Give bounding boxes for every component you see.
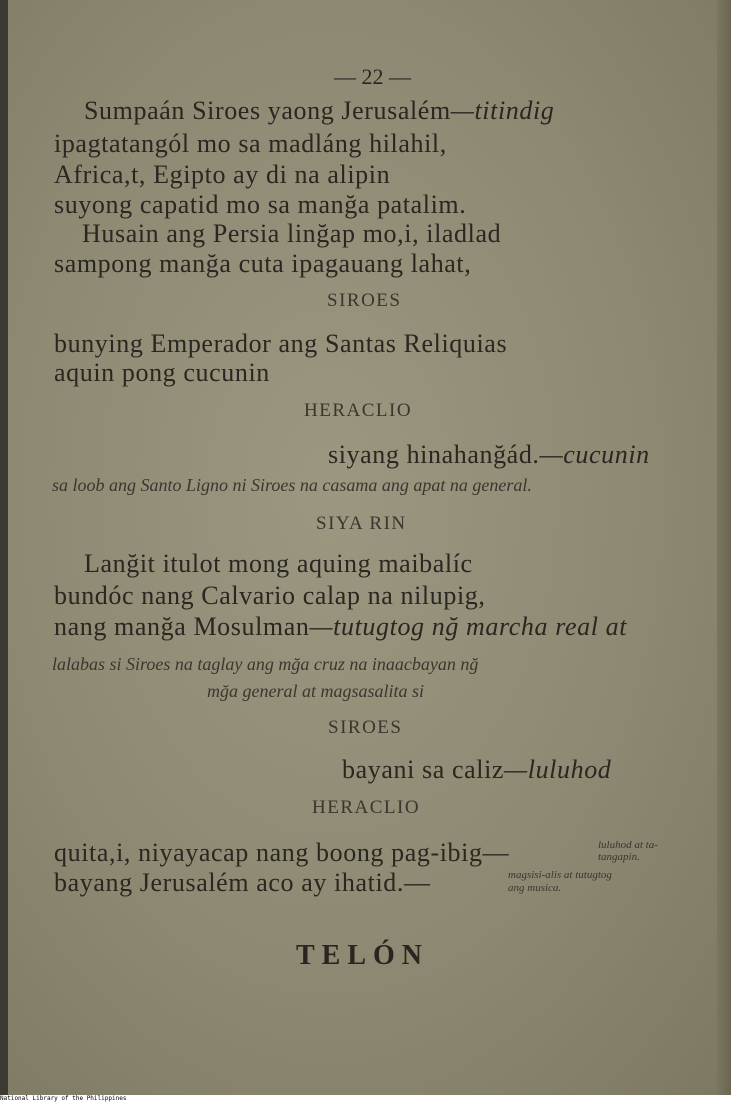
verse-line: bundóc nang Calvario calap na nilupig, — [54, 581, 486, 610]
stage-direction: —titindig — [450, 96, 555, 125]
verse-line: Africa,t, Egipto ay di na alipin — [54, 160, 391, 189]
verse-line — [84, 96, 554, 126]
speaker-name: SIYA RIN — [316, 513, 407, 534]
stage-direction: —cucunin — [539, 440, 650, 469]
verse-line: Lanğit itulot mong aquing maibalíc — [84, 549, 473, 578]
verse-line — [342, 755, 611, 785]
verse-text: quita,i, niyayacap nang boong pag-ibig — [54, 838, 483, 867]
verse-line: sampong manğa cuta ipagauang lahat, — [54, 249, 472, 278]
speaker-name: SIROES — [328, 717, 403, 738]
page-edge-right — [717, 0, 731, 1095]
speaker-name: HERACLIO — [312, 797, 421, 818]
stage-direction: sa loob ang Santo Ligno ni Siroes na casama ang apat na general. — [52, 475, 532, 495]
stage-direction: tangapin. — [598, 851, 640, 863]
verse-line — [54, 868, 431, 898]
stage-direction: —tutugtog nğ marcha real at — [309, 612, 628, 641]
stage-direction: ang musica. — [508, 882, 562, 894]
stage-direction: magsisi-alis at tutugtog — [508, 869, 612, 881]
stage-direction: —luluhod — [504, 755, 612, 784]
verse-line: bunying Emperador ang Santas Reliquias — [54, 329, 508, 358]
verse-line: suyong capatid mo sa manğa patalim. — [54, 190, 467, 219]
verse-text: Sumpaán Siroes yaong Jerusalém — [84, 96, 451, 125]
verse-line — [328, 440, 650, 470]
stage-direction: luluhod at ta- — [598, 839, 658, 851]
footer-credit: National Library of the Philippines — [0, 1095, 731, 1103]
stage-direction: lalabas si Siroes na taglay ang mğa cruz na inaacbayan nğ — [52, 654, 479, 674]
verse-line: aquin pong cucunin — [54, 358, 270, 387]
stage-direction: mğa general at magsasalita si — [207, 681, 425, 701]
page-edge-shadow — [0, 0, 8, 1095]
verse-text: siyang hinahanğád. — [328, 440, 540, 469]
verse-line: ipagtatangól mo sa madláng hilahil, — [54, 129, 447, 158]
speaker-name: HERACLIO — [304, 400, 413, 421]
dash: — — [403, 868, 431, 897]
verse-text: bayani sa caliz — [342, 755, 505, 784]
verse-text: bayang Jerusalém aco ay ihatid. — [54, 868, 404, 897]
dash: — — [482, 838, 510, 867]
verse-line — [54, 838, 509, 868]
curtain-heading: TELÓN — [296, 940, 430, 971]
page-number: — 22 — — [334, 64, 411, 89]
verse-line — [54, 612, 627, 642]
speaker-name: SIROES — [327, 290, 402, 311]
verse-text: nang manğa Mosulman — [54, 612, 310, 641]
verse-line: Husain ang Persia linğap mo,i, iladlad — [82, 219, 502, 248]
